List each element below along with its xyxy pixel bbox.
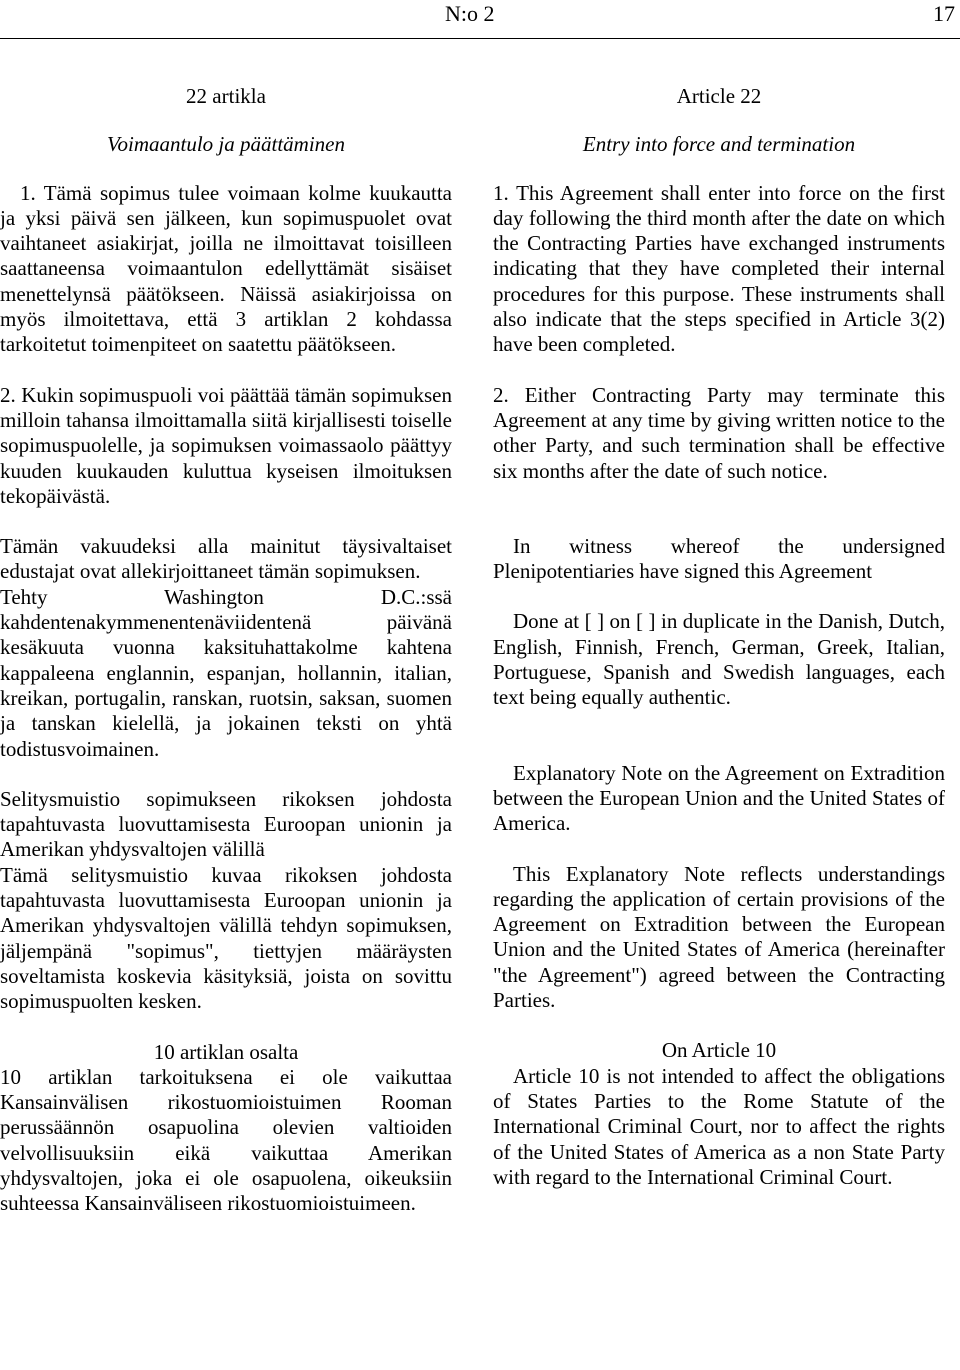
fi-done-clause: Tehty Washington D.C.:ssä kahdentenakymmenentenäviidentenä päivänä kesäkuuta vuonna kaksituhattakolme kahtena kappaleena englannin, espanjan, hollannin, italian, kreikan, portugalin, ranskan, ruotsin, saksan, suomen ja tanskan kielellä, ja jokainen teksti on yhtä todistusvoimainen.: [0, 584, 452, 761]
fi-article-subheading: Voimaantulo ja päättäminen: [107, 132, 345, 157]
english-column: [493, 84, 945, 1190]
fi-paragraph-1: 1. Tämä sopimus tulee voimaan kolme kuukautta ja yksi päivä sen jälkeen, kun sopimuspuolet ovat vaihtaneet asiakirjat, joilla ne ilmoittavat toisilleen saattaneensa voimaantulon edellyttämät sisäiset menettelynsä päätökseen. Näissä asiakirjoissa on myös ilmoitettava, että 3 artiklan 2 kohdassa tarkoitetut toimenpiteet on saatettu päätökseen.: [0, 180, 452, 357]
en-article-subheading: Entry into force and termination: [582, 132, 856, 157]
fi-article-10-heading: 10 artiklan osalta: [153, 1039, 299, 1064]
finnish-column: [0, 84, 452, 1217]
fi-article-heading: 22 artikla: [186, 84, 266, 108]
fi-paragraph-2: 2. Kukin sopimuspuoli voi päättää tämän sopimuksen milloin tahansa ilmoittamalla siitä kirjallisesti toiselle sopimuspuolelle, ja sopimuksen voimassaolo päättyy kuuden kuukauden kuluttua kyseisen ilmoituksen tekopäivästä.: [0, 382, 452, 508]
issue-number: N:o 2: [445, 1, 495, 26]
fi-note-body: Tämä selitysmuistio kuvaa rikoksen johdosta tapahtuvasta luovuttamisesta Euroopan unionin ja Amerikan yhdysvaltojen välillä tehdyn sopimuksen, jäljempänä "sopimus", tiettyjen määräysten soveltamista koskevia käsityksiä, joista on sovittu sopimuspuolten kesken.: [0, 862, 452, 1014]
en-note-body: This Explanatory Note reflects understandings regarding the application of certain provisions of the Agreement on Extradition between the European Union and the United States of America (hereinafter "the Agreement") agreed between the Contracting Parties.: [493, 861, 945, 1013]
header-rule: [0, 38, 960, 39]
en-article-10-heading: On Article 10: [661, 1038, 777, 1063]
en-article-10-body: Article 10 is not intended to affect the obligations of States Parties to the Rome Statute of the International Criminal Court, nor to affect the rights of the United States of America as a non State Party with regard to the International Criminal Court.: [493, 1063, 945, 1189]
en-paragraph-1: 1. This Agreement shall enter into force on the first day following the third month after the date on which the Contracting Parties have exchanged instruments indicating that they have completed their internal procedures for this purpose. These instruments shall also indicate that the steps specified in Article 3(2) have been completed.: [493, 180, 945, 357]
page-number: 17: [933, 1, 955, 26]
en-note-title: Explanatory Note on the Agreement on Extradition between the European Union and the United States of America.: [493, 760, 945, 836]
en-done-clause: Done at [ ] on [ ] in duplicate in the Danish, Dutch, English, Finnish, French, German, Greek, Italian, Portuguese, Spanish and Swedish languages, each text being equally authentic.: [493, 609, 945, 710]
fi-witness-clause: Tämän vakuudeksi alla mainitut täysivaltaiset edustajat ovat allekirjoittaneet tämän sopimuksen.: [0, 534, 452, 584]
en-paragraph-2: 2. Either Contracting Party may terminate this Agreement at any time by giving written notice to the other Party, and such termination shall be effective six months after the date of such notice.: [493, 382, 945, 483]
en-article-heading: Article 22: [676, 84, 762, 108]
fi-note-title: Selitysmuistio sopimukseen rikoksen johdosta tapahtuvasta luovuttamisesta Euroopan unionin ja Amerikan yhdysvaltojen välillä: [0, 786, 452, 862]
en-witness-clause: In witness whereof the undersigned Plenipotentiaries have signed this Agreement: [493, 533, 945, 584]
fi-article-10-body: 10 artiklan tarkoituksena ei ole vaikuttaa Kansainvälisen rikostuomioistuimen Rooman perussäännön osapuolina olevien valtioiden velvollisuuksiin eikä vaikuttaa Amerikan yhdysvaltojen, joka ei ole osapuolena, oikeuksiin suhteessa Kansainväliseen rikostuomioistuimeen.: [0, 1064, 452, 1216]
